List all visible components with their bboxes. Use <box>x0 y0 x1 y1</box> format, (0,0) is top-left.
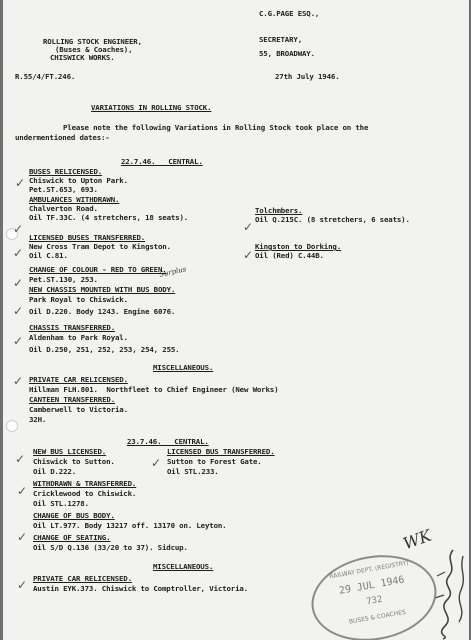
tick-mark-icon: ✓ <box>13 334 24 348</box>
entry-detail: Oil Q.215C. (8 stretchers, 6 seats). <box>255 215 410 224</box>
entry-detail: Oil D.220. Body 1243. Engine 6076. <box>29 307 176 316</box>
entry-title: CHANGE OF BUS BODY. <box>33 511 115 520</box>
entry-title: BUSES RELICENSED. <box>29 167 103 176</box>
entry-title: PRIVATE CAR RELICENSED. <box>29 375 128 384</box>
tick-mark-icon: ✓ <box>243 248 254 262</box>
entry-title: LICENSED BUS TRANSFERRED. <box>167 447 275 456</box>
entry-route: Park Royal to Chiswick. <box>29 295 128 304</box>
entry-route: Aldenham to Park Royal. <box>29 333 128 342</box>
entry-detail: Oil LT.977. Body 13217 off. 13170 on. Leyton. <box>33 521 227 530</box>
recipient-line-3: 55, BROADWAY. <box>259 49 315 58</box>
tick-mark-icon: ✓ <box>15 176 26 190</box>
tick-mark-icon: ✓ <box>17 578 28 592</box>
tick-mark-icon: ✓ <box>17 484 28 498</box>
letter-page <box>3 0 469 640</box>
entry-detail: Hillman FLH.801. Northfleet to Chief Engineer (New Works) <box>29 385 279 394</box>
entry-title: NEW CHASSIS MOUNTED WITH BUS BODY. <box>29 285 176 294</box>
entry-detail: Oil (Red) C.44B. <box>255 251 324 260</box>
intro-line-2: undermentioned dates:- <box>15 133 110 142</box>
entry-detail: Oil S/D Q.136 (33/20 to 37). Sidcup. <box>33 543 188 552</box>
recipient-line-2: SECRETARY, <box>259 35 302 44</box>
stamp-line-1: RAILWAY DEPT. (REGISTRY) <box>328 559 410 581</box>
section-heading-miscellaneous: MISCELLANEOUS. <box>153 363 214 372</box>
entry-title: PRIVATE CAR RELICENSED. <box>33 574 132 583</box>
entry-detail: Oil TF.33C. (4 stretchers, 18 seats). <box>29 213 189 222</box>
entry-title: CANTEEN TRANSFERRED. <box>29 395 115 404</box>
letter-date: 27th July 1946. <box>275 72 340 81</box>
entry-title: CHASSIS TRANSFERRED. <box>29 323 115 332</box>
handwritten-initials: WK <box>400 525 434 554</box>
entry-route: New Cross Tram Depot to Kingston. <box>29 242 171 251</box>
handwritten-note: Surplus <box>158 265 188 279</box>
entry-detail: 32H. <box>29 415 47 424</box>
entry-title: NEW BUS LICENSED. <box>33 447 107 456</box>
entry-title: CHANGE OF SEATING. <box>33 533 111 542</box>
entry-route: Chiswick to Sutton. <box>33 457 115 466</box>
intro-line-1: Please note the following Variations in Rolling Stock took place on the <box>63 123 369 132</box>
sender-line-1: ROLLING STOCK ENGINEER, <box>43 37 142 46</box>
entry-detail: Pet.ST.653, 693. <box>29 185 98 194</box>
tick-mark-icon: ✓ <box>17 530 28 544</box>
entry-title: LICENSED BUSES TRANSFERRED. <box>29 233 146 242</box>
section-heading-23-7-46: 23.7.46. CENTRAL. <box>127 437 209 446</box>
stamp-date: 29 JUL 1946 <box>338 574 406 597</box>
entry-title: WITHDRAWN & TRANSFERRED. <box>33 479 137 488</box>
entry-route: Kingston to Dorking. <box>255 242 341 251</box>
tick-mark-icon: ✓ <box>13 222 24 236</box>
entry-detail: Oil D.222. <box>33 467 76 476</box>
entry-title: AMBULANCES WITHDRAWN. <box>29 195 120 204</box>
entry-route: Chalverton Road. <box>29 204 98 213</box>
tick-mark-icon: ✓ <box>151 456 162 470</box>
stamp-number: 732 <box>365 594 384 608</box>
section-heading-22-7-46: 22.7.46. CENTRAL. <box>121 157 203 166</box>
entry-route: Sutton to Forest Gate. <box>167 457 262 466</box>
reference-number: R.55/4/FT.246. <box>15 72 76 81</box>
tick-mark-icon: ✓ <box>15 452 26 466</box>
subject-heading: VARIATIONS IN ROLLING STOCK. <box>91 103 212 112</box>
punch-hole <box>6 420 18 432</box>
entry-detail: Oil STL.1278. <box>33 499 89 508</box>
stamp-line-4: BUSES & COACHES <box>348 608 407 626</box>
tick-mark-icon: ✓ <box>13 304 24 318</box>
entry-detail: Oil STL.233. <box>167 467 219 476</box>
tick-mark-icon: ✓ <box>243 220 254 234</box>
sender-line-3: CHISWICK WORKS. <box>50 53 115 62</box>
entry-route: Cricklewood to Chiswick. <box>33 489 137 498</box>
section-heading-miscellaneous: MISCELLANEOUS. <box>153 562 214 571</box>
entry-detail: Austin EYK.373. Chiswick to Comptroller, Victoria. <box>33 584 248 593</box>
tick-mark-icon: ✓ <box>13 276 24 290</box>
entry-detail: Oil D.250, 251, 252, 253, 254, 255. <box>29 345 180 354</box>
entry-route: Camberwell to Victoria. <box>29 405 128 414</box>
entry-detail: Oil C.81. <box>29 251 68 260</box>
sender-line-2: (Buses & Coaches), <box>55 45 133 54</box>
entry-route: Chiswick to Upton Park. <box>29 176 128 185</box>
entry-route: Tolchmbers. <box>255 206 303 215</box>
recipient-line-1: C.G.PAGE ESQ., <box>259 9 320 18</box>
tick-mark-icon: ✓ <box>13 374 24 388</box>
entry-detail: Pet.ST.130, 253. <box>29 275 98 284</box>
tick-mark-icon: ✓ <box>13 246 24 260</box>
entry-title: CHANGE OF COLOUR - RED TO GREEN. <box>29 265 167 274</box>
